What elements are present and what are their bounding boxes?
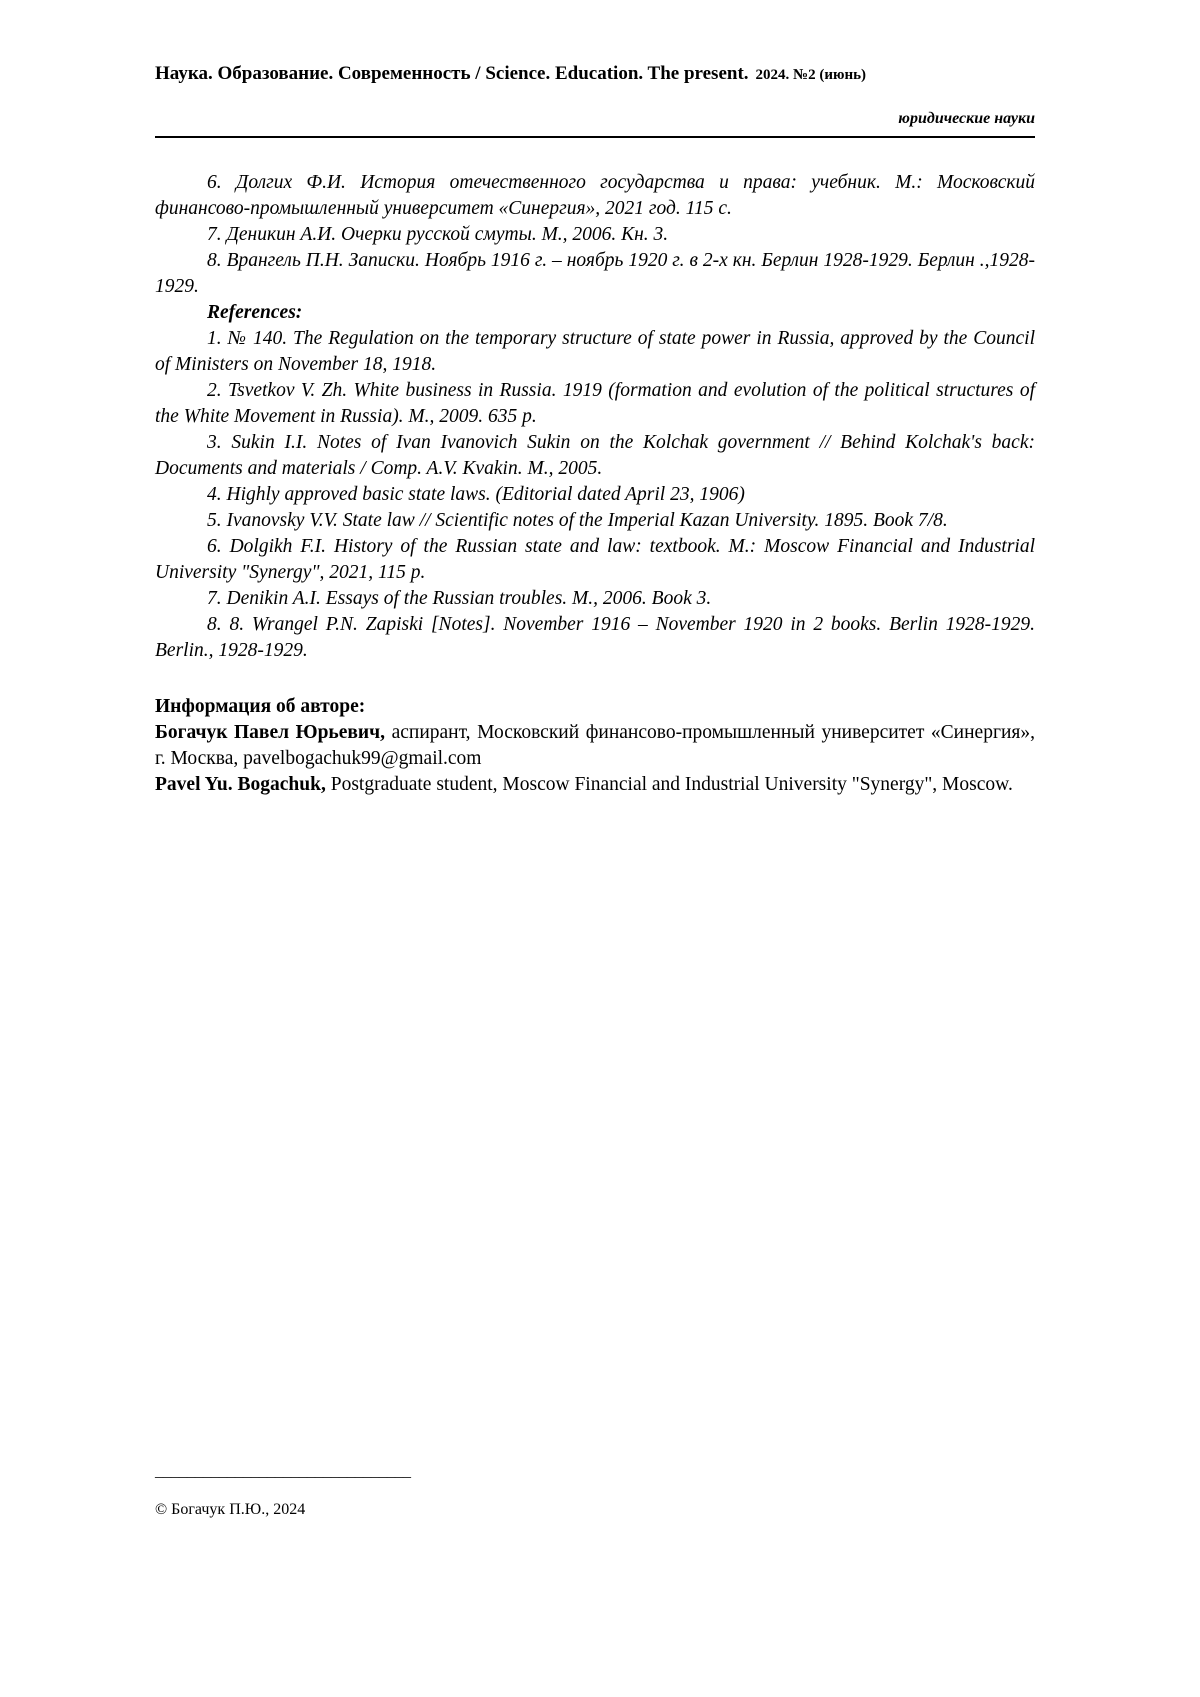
author-email: pavelbogachuk99@gmail.com [243, 748, 482, 769]
reference-item-en-7: 7. Denikin A.I. Essays of the Russian troubles. M., 2006. Book 3. [207, 588, 712, 609]
reference-item-ru-8: 8. Врангель П.Н. Записки. Ноябрь 1916 г. – ноябрь 1920 г. в 2-х кн. Берлин 1928-1929. Берлин .,1928-1929. [155, 250, 1035, 297]
references-heading: References: [207, 302, 303, 323]
author-name-ru: Богачук Павел Юрьевич, [155, 722, 386, 743]
reference-item-ru-7: 7. Деникин А.И. Очерки русской смуты. М., 2006. Кн. 3. [207, 224, 669, 245]
page-footer [155, 1462, 411, 1520]
journal-issue: 2024. №2 (июнь) [755, 67, 867, 83]
page-header [155, 62, 1035, 138]
reference-item-ru-6: 6. Долгих Ф.И. История отечественного государства и права: учебник. М.: Московский финансово-промышленный университет «Синергия», 2021 год. 115 с. [155, 172, 1035, 219]
author-info-heading: Информация об авторе: [155, 696, 366, 717]
reference-item-en-3: 3. Sukin I.I. Notes of Ivan Ivanovich Sukin on the Kolchak government // Behind Kolchak's back: Documents and materials / Comp. A.V. Kvakin. M., 2005. [155, 432, 1035, 479]
header-rule [155, 136, 1035, 138]
reference-item-en-6: 6. Dolgikh F.I. History of the Russian state and law: textbook. M.: Moscow Financial and Industrial University "Synergy", 2021, 115 p. [155, 536, 1035, 583]
reference-item-en-5: 5. Ivanovsky V.V. State law // Scientific notes of the Imperial Kazan University. 1895. Book 7/8. [207, 510, 948, 531]
author-info-russian [155, 720, 1035, 772]
reference-item-en-8: 8. 8. Wrangel P.N. Zapiski [Notes]. November 1916 – November 1920 in 2 books. Berlin 1928-1929. Berlin., 1928-1929. [155, 614, 1035, 661]
copyright-notice: © Богачук П.Ю., 2024 [155, 1501, 306, 1518]
author-affiliation-en: Postgraduate student, Moscow Financial and Industrial University "Synergy", Moscow. [325, 774, 1013, 795]
section-label: юридические науки [898, 110, 1035, 127]
journal-title: Наука. Образование. Современность / Science. Education. The present. [155, 63, 749, 84]
footer-divider: ________________________________ [155, 1463, 411, 1480]
journal-header-line [155, 62, 1035, 87]
reference-item-en-4: 4. Highly approved basic state laws. (Editorial dated April 23, 1906) [207, 484, 745, 505]
reference-item-en-1: 1. № 140. The Regulation on the temporary structure of state power in Russia, approved by the Council of Ministers on November 18, 1918. [155, 328, 1035, 375]
article-body [155, 170, 1035, 798]
reference-item-en-2: 2. Tsvetkov V. Zh. White business in Russia. 1919 (formation and evolution of the political structures of the White Movement in Russia). M., 2009. 635 p. [155, 380, 1035, 427]
author-name-en: Pavel Yu. Bogachuk, [155, 774, 326, 795]
author-info-english [155, 772, 1035, 798]
author-info-section [155, 694, 1035, 798]
author-affiliation-ru: аспирант, Московский финансово-промышленный университет «Синергия», г. Москва, [155, 722, 1035, 769]
